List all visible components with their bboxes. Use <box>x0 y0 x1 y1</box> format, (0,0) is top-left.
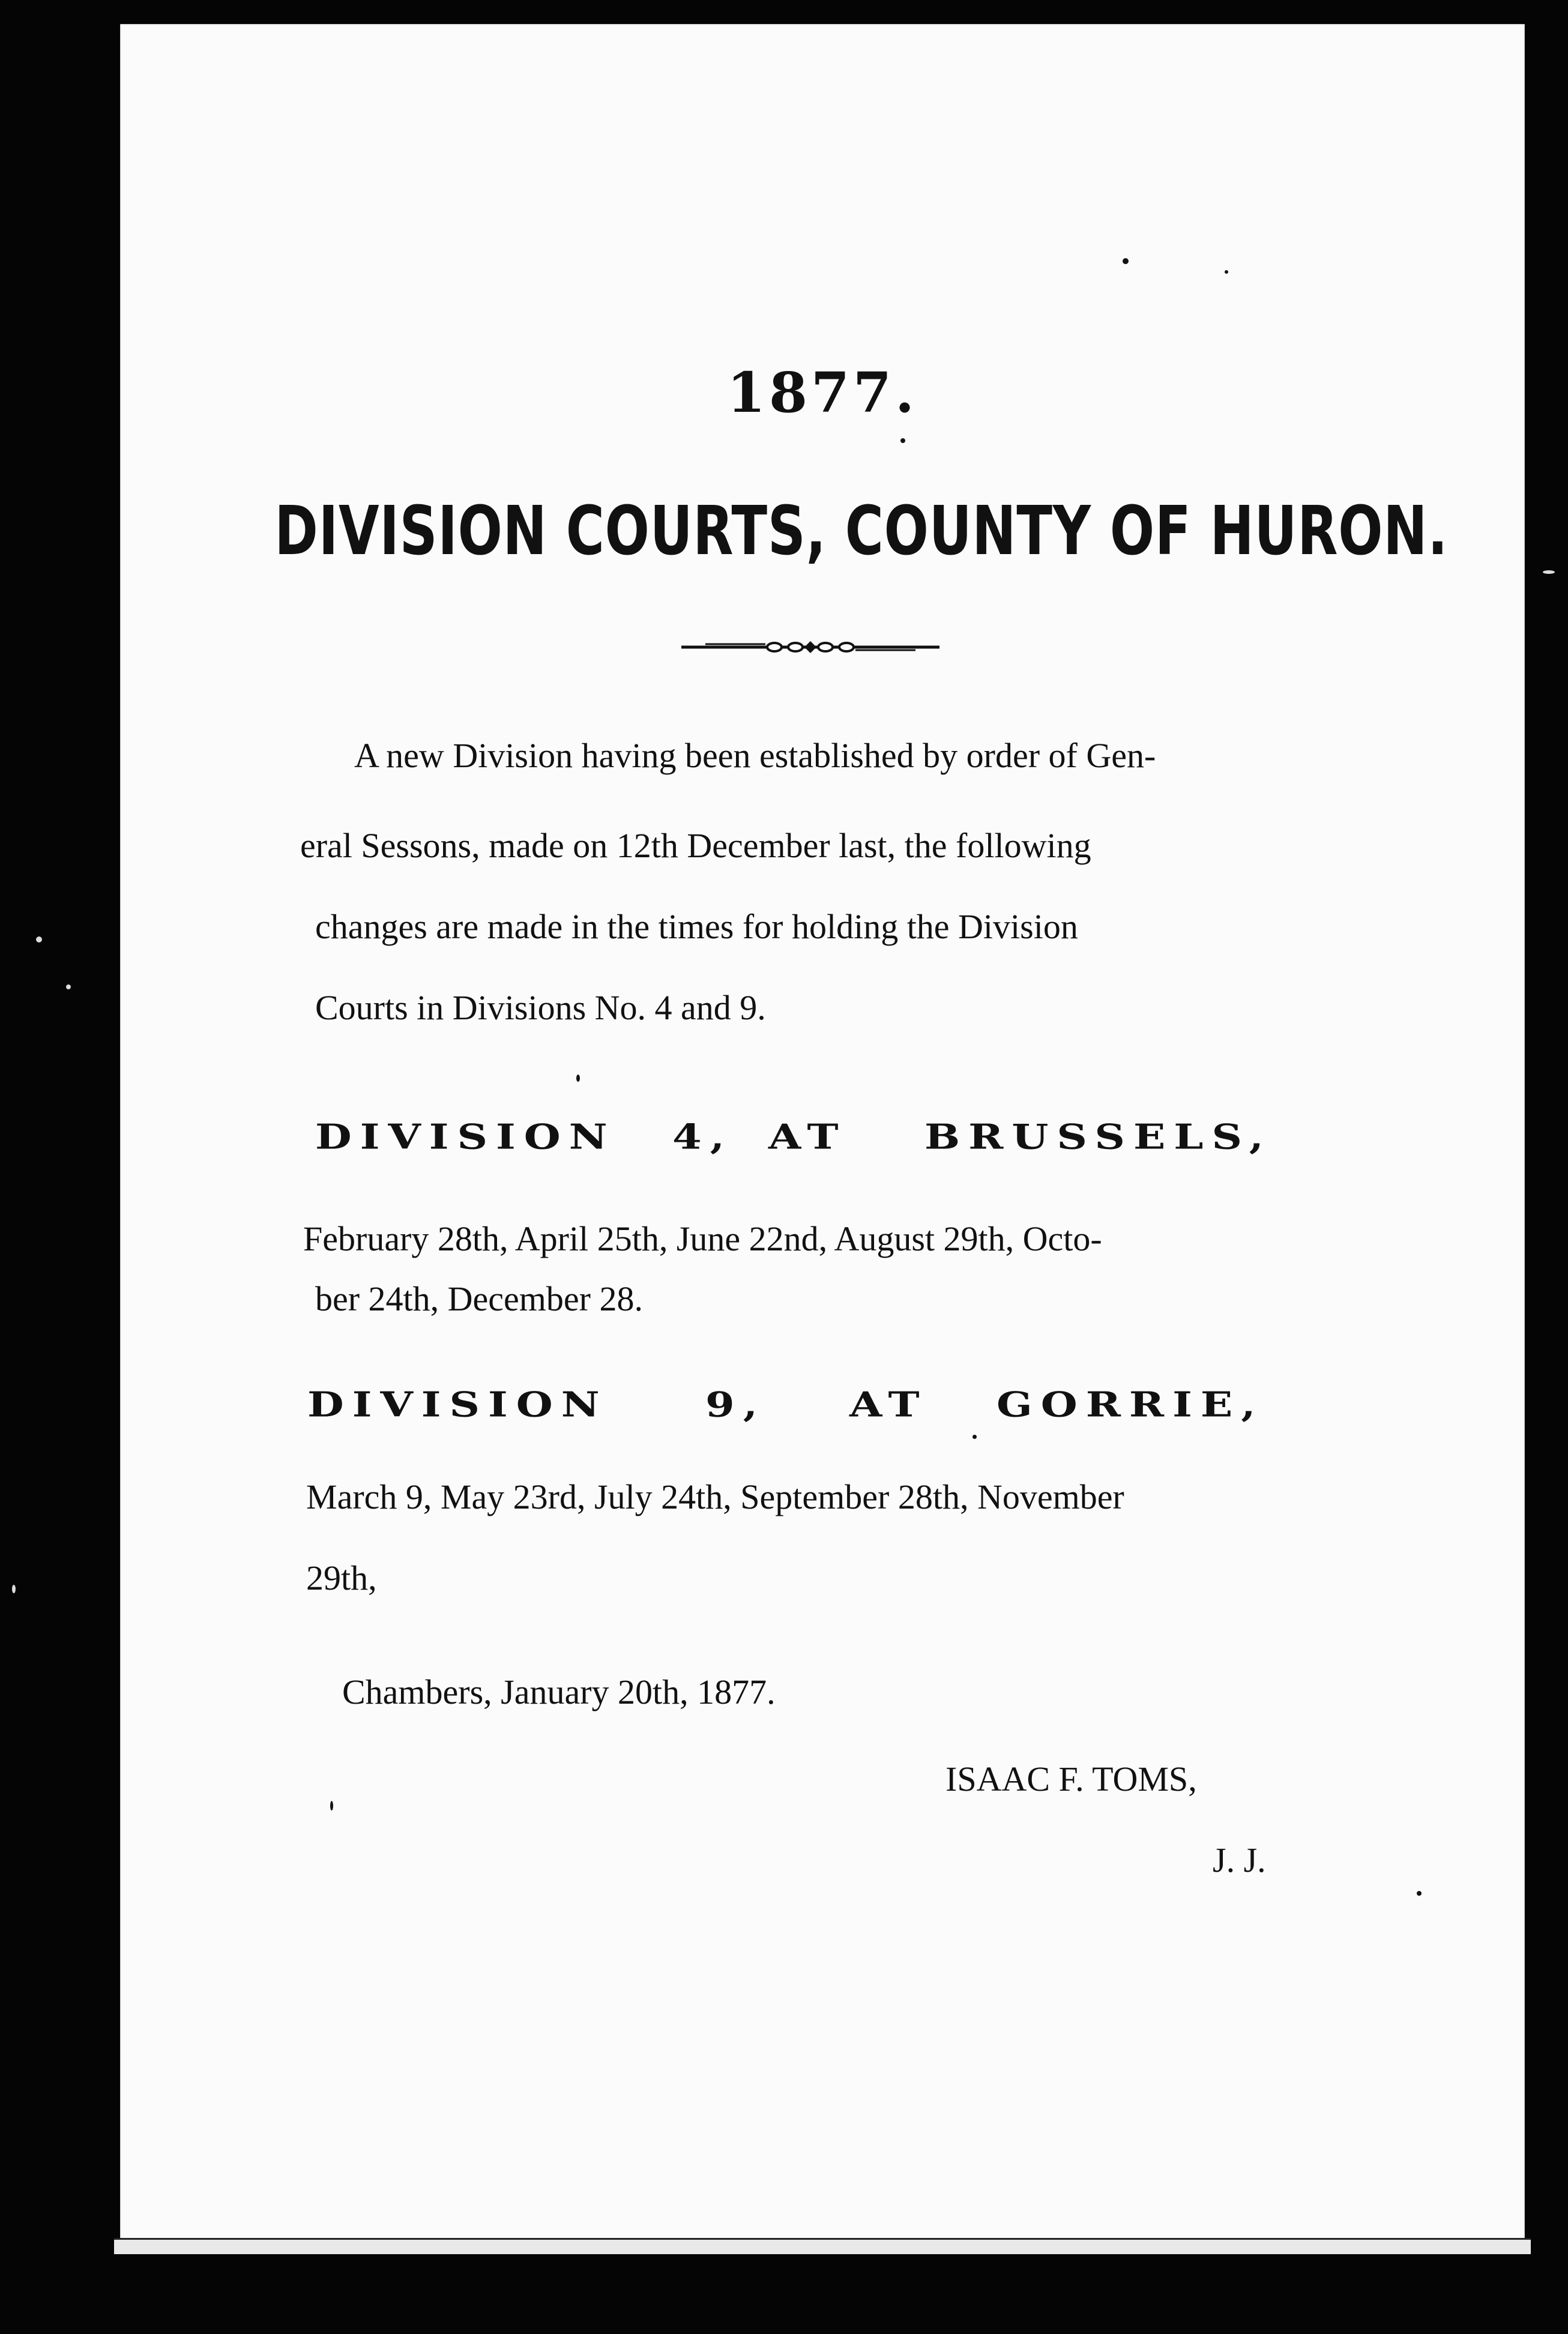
scan-speck <box>1225 270 1228 274</box>
scan-speck <box>972 1435 977 1439</box>
division-4-word: DIVISION <box>315 1116 616 1157</box>
division-9-number: 9, <box>705 1384 767 1425</box>
division-9-dates-line-2: 29th, <box>306 1558 377 1597</box>
intro-line-1: A new Division having been established by order of Gen- <box>354 736 1156 775</box>
intro-line-4: Courts in Divisions No. 4 and 9. <box>315 988 766 1027</box>
scan-speck <box>576 1075 580 1082</box>
division-9-place: GORRIE, <box>997 1384 1264 1425</box>
ornament-divider <box>681 635 939 659</box>
division-4-number: 4, <box>672 1116 734 1157</box>
intro-line-2: eral Sessons, made on 12th December last, the following <box>300 826 1091 865</box>
division-4-dates-line-2: ber 24th, December 28. <box>315 1279 643 1318</box>
signature-name: ISAAC F. TOMS, <box>945 1760 1197 1799</box>
notice-sheet <box>120 24 1525 2245</box>
intro-line-3: changes are made in the times for holding the Division <box>315 907 1078 946</box>
scan-speck <box>1417 1891 1422 1896</box>
division-4-at: AT <box>768 1116 847 1157</box>
border-speck <box>12 1585 16 1593</box>
division-4-place: BRUSSELS, <box>924 1116 1272 1157</box>
division-4-dates-line-1: February 28th, April 25th, June 22nd, August 29th, Octo- <box>303 1219 1102 1258</box>
dateline: Chambers, January 20th, 1877. <box>342 1672 776 1711</box>
notice-title: DIVISION COURTS, COUNTY OF HURON. <box>274 492 1449 570</box>
scan-speck <box>330 1801 333 1811</box>
border-speck <box>1543 570 1555 574</box>
border-speck <box>36 936 42 942</box>
signature-title: J. J. <box>1213 1841 1266 1880</box>
notice-year: 1877. <box>726 360 918 425</box>
division-9-at: AT <box>849 1384 928 1425</box>
scan-speck <box>900 438 905 443</box>
bottom-edge-strip <box>114 2238 1531 2254</box>
division-9-word: DIVISION <box>307 1384 608 1425</box>
border-speck <box>66 985 71 989</box>
scan-speck <box>1123 258 1129 264</box>
division-9-dates-line-1: March 9, May 23rd, July 24th, September 28th, November <box>306 1477 1124 1516</box>
